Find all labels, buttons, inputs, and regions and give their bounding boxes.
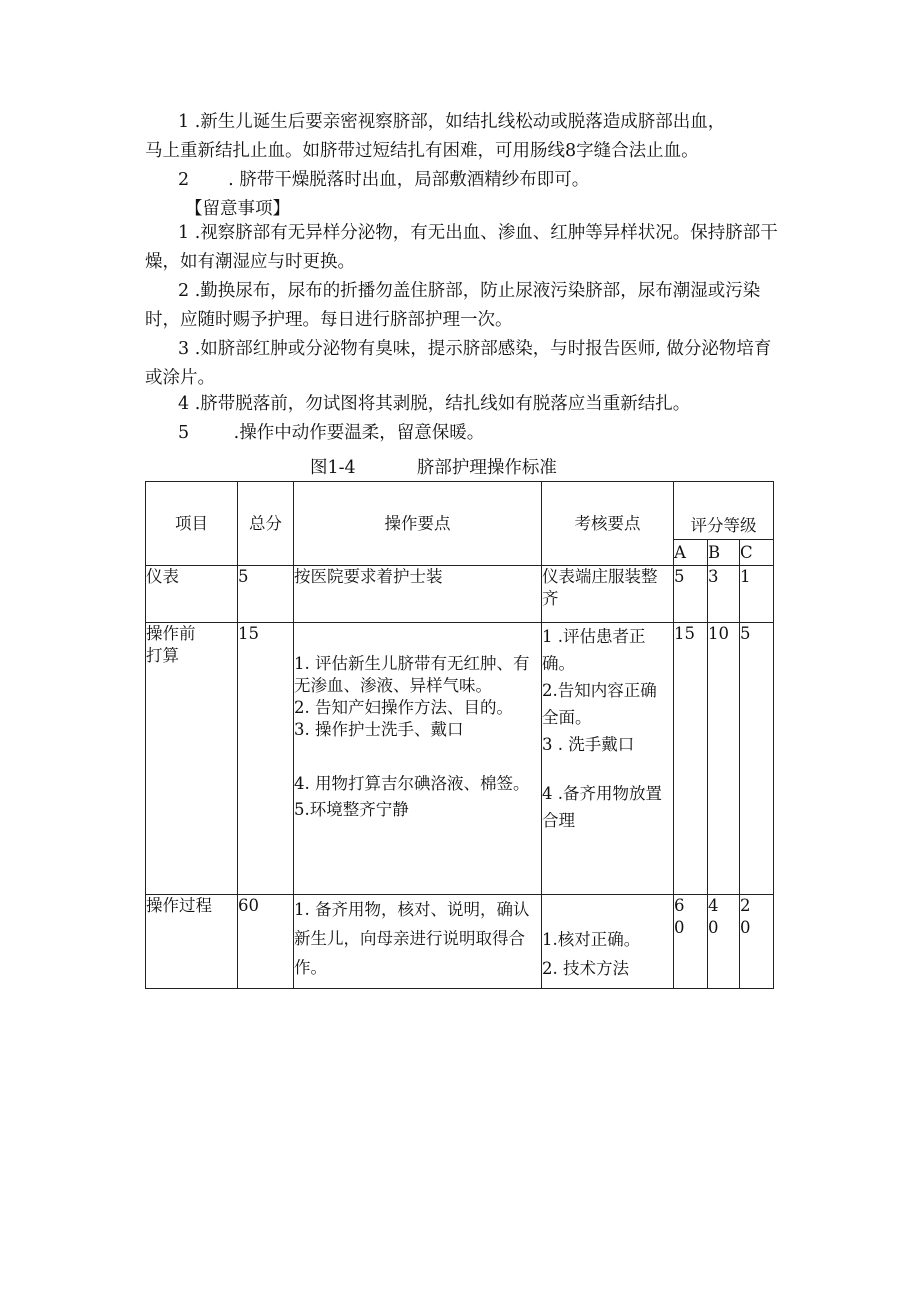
row1-grade-a: 5 — [674, 566, 708, 623]
note-item-2: 2 .勤换尿布，尿布的折播勿盖住脐部，防止尿液污染脐部，尿布潮湿或污染时，应随时赐予护理。每日进行脐部护理一次。 — [145, 281, 761, 330]
row3-assess-2: 2. 技术方法 — [542, 959, 629, 978]
row3-grade-a-line2: 0 — [674, 918, 685, 937]
row2-assess-4: 4 .备齐用物放置合理 — [542, 784, 662, 830]
row2-grade-c: 5 — [740, 623, 774, 895]
header-grade: 评分等级 — [674, 482, 774, 540]
nursing-standard-table — [145, 481, 774, 989]
table-caption: 图1-4 脐部护理操作标准 — [310, 458, 557, 478]
row2-assess-2: 2.告知内容正确全面。 — [542, 681, 657, 727]
row2-assess-3: 3 . 洗手戴口 — [542, 735, 635, 754]
header-total: 总分 — [238, 482, 294, 566]
table-row — [146, 623, 774, 895]
row1-points: 按医院要求着护士装 — [294, 566, 542, 623]
row3-grade-a — [674, 895, 708, 989]
para-1-line-1: 1 .新生儿诞生后要亲密视察脐部，如结扎线松动或脱落造成脐部出血， — [178, 112, 726, 132]
row2-total: 15 — [238, 623, 294, 895]
row3-assessment — [542, 895, 674, 989]
row3-grade-b-line2: 0 — [708, 918, 719, 937]
row2-point-2: 2. 告知产妇操作方法、目的。 — [294, 698, 513, 717]
note-item-3: 3 .如脐部红肿或分泌物有臭味，提示脐部感染，与时报告医师, 做分泌物培育或涂片。 — [145, 339, 772, 388]
note-item-1: 1 .视察脐部有无异样分泌物，有无出血、渗血、红肿等异样状况。保持脐部干燥，如有潮湿应与时更换。 — [145, 223, 778, 272]
row2-item — [146, 623, 238, 895]
row2-grade-b: 10 — [708, 623, 740, 895]
para-1-line-2: 马上重新结扎止血。如脐带过短结扎有困难，可用肠线8字缝合法止血。 — [145, 141, 699, 161]
row2-point-4: 4. 用物打算吉尔碘洛液、棉签。 — [294, 774, 530, 793]
row2-point-3: 3. 操作护士洗手、戴口 — [294, 720, 464, 739]
row2-assessment — [542, 623, 674, 895]
row2-assess-1: 1 .评估患者正确。 — [542, 627, 646, 673]
notes-heading: 【留意事项】 — [185, 199, 290, 219]
header-grade-b: B — [708, 540, 740, 566]
row2-point-1: 1. 评估新生儿脐带有无红肿、有无渗血、渗液、异样气味。 — [294, 654, 530, 695]
row3-grade-b — [708, 895, 740, 989]
row3-grade-c-line2: 0 — [740, 918, 751, 937]
row3-item: 操作过程 — [146, 895, 238, 989]
header-grade-c: C — [740, 540, 774, 566]
header-assessment: 考核要点 — [542, 482, 674, 566]
note-item-5: 5 .操作中动作要温柔，留意保暖。 — [178, 423, 485, 443]
row1-grade-c: 1 — [740, 566, 774, 623]
note-item-4: 4 .脐带脱落前，勿试图将其剥脱，结扎线如有脱落应当重新结扎。 — [178, 394, 691, 414]
row3-grade-a-line1: 6 — [674, 896, 685, 915]
row1-total: 5 — [238, 566, 294, 623]
table-row — [146, 895, 774, 989]
row1-grade-b: 3 — [708, 566, 740, 623]
table-row — [146, 566, 774, 623]
header-points: 操作要点 — [294, 482, 542, 566]
row2-point-5: 5.环境整齐宁静 — [294, 800, 409, 819]
row3-grade-c — [740, 895, 774, 989]
row3-assess-1: 1.核对正确。 — [542, 930, 641, 949]
row1-item: 仪表 — [146, 566, 238, 623]
row3-points: 1. 备齐用物，核对、说明，确认新生儿，向母亲进行说明取得合作。 — [294, 895, 542, 989]
row2-item-line1: 操作前 — [146, 624, 196, 643]
row2-points — [294, 623, 542, 895]
header-grade-a: A — [674, 540, 708, 566]
header-item: 项目 — [146, 482, 238, 566]
row2-grade-a: 15 — [674, 623, 708, 895]
row3-grade-b-line1: 4 — [708, 896, 719, 915]
row3-total: 60 — [238, 895, 294, 989]
row3-grade-c-line1: 2 — [740, 896, 751, 915]
para-2: 2 . 脐带干燥脱落时出血，局部敷酒精纱布即可。 — [178, 170, 590, 190]
row1-assessment: 仪表端庄服装整齐 — [542, 566, 674, 623]
row2-item-line2: 打算 — [146, 646, 179, 665]
